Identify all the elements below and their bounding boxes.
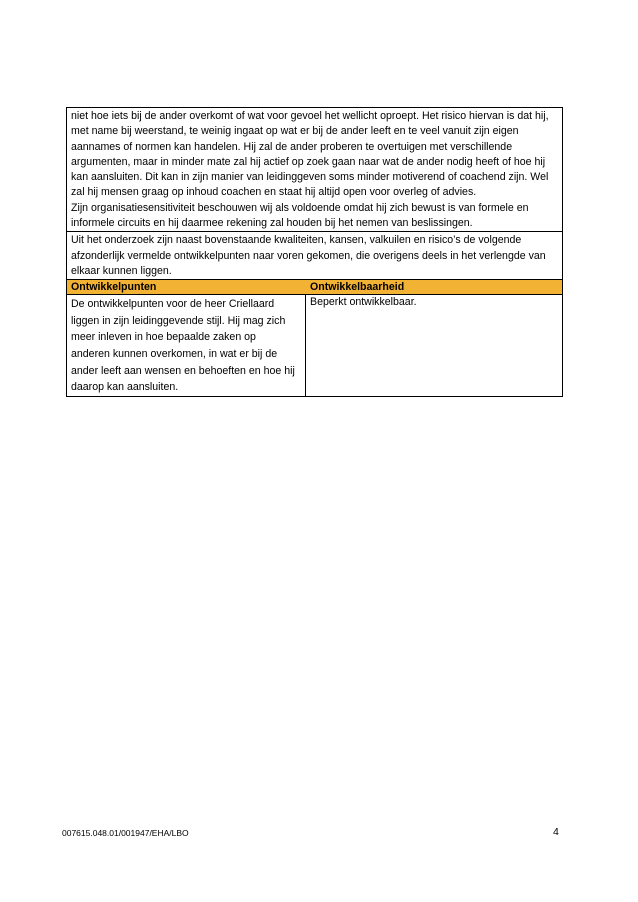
cell-line: ander leeft aan wensen en behoeften en hoe hij — [71, 364, 295, 377]
cell-line: meer inleven in hoe bepaalde zaken op — [71, 331, 256, 344]
paragraph-line: Uit het onderzoek zijn naast bovenstaande kwaliteiten, kansen, valkuilen en risico’s de volgende — [71, 234, 522, 247]
cell-line: De ontwikkelpunten voor de heer Criellaard — [71, 298, 275, 311]
paragraph-line: Zijn organisatiesensitiviteit beschouwen wij als voldoende omdat hij zich bewust is van formele en — [71, 201, 529, 214]
header-ontwikkelpunten: Ontwikkelpunten — [71, 281, 157, 294]
text-box-paragraph-1 — [66, 107, 563, 232]
paragraph-line: kan aansluiten. Dit kan in zijn manier van leidinggeven soms minder motiverend of coachend zijn. Wel — [71, 171, 549, 184]
paragraph-line: niet hoe iets bij de ander overkomt of wat voor gevoel het wellicht oproept. Het risico hiervan is dat hij, — [71, 110, 549, 122]
page-number: 4 — [553, 826, 559, 838]
paragraph-line: met name bij weerstand, te weinig ingaat op wat er bij de ander leeft en te veel vanuit zijn eigen — [71, 125, 519, 138]
ontwikkelbaarheid-cell: Beperkt ontwikkelbaar. — [310, 296, 417, 309]
table-header-row — [66, 280, 563, 295]
cell-line: anderen kunnen overkomen, in wat er bij de — [71, 348, 278, 361]
text-box-paragraph-2 — [66, 232, 563, 280]
ontwikkelpunten-cell — [67, 295, 306, 396]
paragraph-line: afzonderlijk vermelde ontwikkelpunten naar voren gekomen, die overigens deels in het verlengde van — [71, 249, 546, 262]
header-ontwikkelbaarheid: Ontwikkelbaarheid — [310, 281, 405, 294]
document-code: 007615.048.01/001947/EHA/LBO — [62, 828, 189, 838]
table-row — [66, 295, 563, 397]
cell-line: liggen in zijn leidinggevende stijl. Hij mag zich — [71, 314, 286, 327]
paragraph-line: argumenten, maar in minder mate zal hij actief op zoek gaan naar wat de ander nodig heeft of hoe hij — [71, 155, 546, 168]
report-content — [66, 107, 563, 397]
cell-line: daarop kan aansluiten. — [71, 381, 179, 394]
paragraph-line: zal hij mensen graag op inhoud coachen en staat hij altijd open voor overleg of advies. — [71, 186, 477, 199]
paragraph-line: aannames of normen kan handelen. Hij zal de ander proberen te overtuigen met verschillende — [71, 140, 513, 153]
paragraph-line: elkaar kunnen liggen. — [71, 264, 172, 277]
paragraph-line: informele circuits en hij daarmee rekening zal houden bij het nemen van beslissingen. — [71, 217, 473, 230]
